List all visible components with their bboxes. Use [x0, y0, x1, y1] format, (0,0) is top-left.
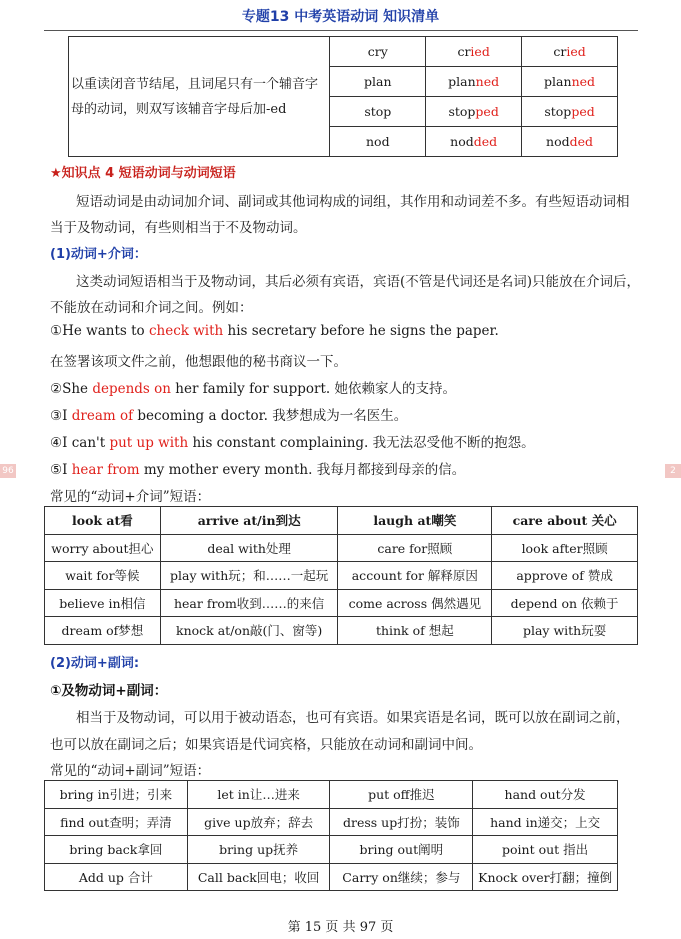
table-cell: give up放弃；辞去	[187, 808, 330, 836]
section-heading-verb-prep: (1)动词+介词：	[50, 247, 147, 262]
table-cell: knock at/on敲(门、窗等)	[160, 617, 338, 645]
table-caption: 常见的“动词+副词”短语：	[50, 763, 211, 779]
section-paragraph-line: 这类动词短语相当于及物动词，其后必须有宾语，宾语(不管是代词还是名词)只能放在介词后，	[76, 274, 641, 290]
table-cell: believe in相信	[45, 589, 161, 617]
subsection-heading: ①及物动词+副词：	[50, 683, 168, 699]
table-cell: look after照顾	[492, 534, 638, 562]
table-cell: play with玩；和……一起玩	[160, 562, 338, 590]
table-cell: play with玩耍	[492, 617, 638, 645]
table-cell: dress up打扮；装饰	[330, 808, 473, 836]
side-tag-left: 96	[0, 464, 16, 478]
table-cell: think of 想起	[338, 617, 492, 645]
table-cell: bring up抚养	[187, 836, 330, 864]
past-form: cried	[426, 37, 522, 67]
table-row	[45, 589, 638, 617]
table-row	[45, 781, 618, 809]
table-row	[45, 836, 618, 864]
doubling-rule-table	[68, 36, 618, 157]
table-cell: point out 指出	[473, 836, 618, 864]
section-paragraph-line: 相当于及物动词，可以用于被动语态，也可有宾语。如果宾语是名词，既可以放在副词之前，	[76, 710, 630, 726]
table-cell: dream of梦想	[45, 617, 161, 645]
table-row	[45, 863, 618, 891]
intro-paragraph-line: 短语动词是由动词加介词、副词或其他词构成的词组，其作用和动词差不多。有些短语动词相	[76, 194, 630, 210]
section-heading-verb-adverb: (2)动词+副词:	[50, 656, 140, 671]
past-form: planned	[426, 67, 522, 97]
base-form: plan	[330, 67, 426, 97]
past-participle-form: planned	[522, 67, 618, 97]
intro-paragraph-line: 当于及物动词，有些则相当于不及物动词。	[50, 220, 307, 236]
table-row	[69, 37, 618, 67]
table-cell: Call back回电；收回	[187, 863, 330, 891]
section-paragraph-line: 也可以放在副词之后；如果宾语是代词宾格，只能放在动词和副词中间。	[50, 737, 482, 753]
example-sentence: ⑤I hear from my mother every month. 我每月都接到母亲的信。	[50, 462, 466, 478]
table-cell: Knock over打翻；撞倒	[473, 863, 618, 891]
table-row	[45, 617, 638, 645]
table-cell: hear from收到……的来信	[160, 589, 338, 617]
past-form: nodded	[426, 127, 522, 157]
table-header-cell: care about 关心	[492, 507, 638, 535]
page-header-title: 专题13 中考英语动词 知识清单	[241, 9, 440, 25]
table-caption: 常见的“动词+介词”短语：	[50, 489, 211, 505]
example-translation: 在签署该项文件之前，他想跟他的秘书商议一下。	[50, 354, 347, 370]
table-cell: let in让…进来	[187, 781, 330, 809]
past-participle-form: stopped	[522, 97, 618, 127]
table-cell: bring back拿回	[45, 836, 188, 864]
table-row	[45, 534, 638, 562]
table-cell: hand in递交；上交	[473, 808, 618, 836]
knowledge-point-title: ★知识点 4 短语动词与动词短语	[50, 166, 236, 181]
table-header-cell: look at看	[45, 507, 161, 535]
example-sentence: ④I can't put up with his constant complaining. 我无法忍受他不断的抱怨。	[50, 435, 535, 451]
example-sentence: ③I dream of becoming a doctor. 我梦想成为一名医生。	[50, 408, 408, 424]
header-rule	[44, 30, 638, 31]
example-sentence: ①He wants to check with his secretary before he signs the paper.	[50, 323, 499, 339]
table-cell: approve of 赞成	[492, 562, 638, 590]
side-tag-right: 2	[665, 464, 681, 478]
base-form: nod	[330, 127, 426, 157]
past-participle-form: nodded	[522, 127, 618, 157]
table-row	[45, 562, 638, 590]
base-form: cry	[330, 37, 426, 67]
page-number-footer: 第 15 页 共 97 页	[287, 920, 394, 935]
verb-adverb-phrases-table	[44, 780, 618, 891]
table-row	[45, 808, 618, 836]
table-header-row	[45, 507, 638, 535]
base-form: stop	[330, 97, 426, 127]
example-sentence: ②She depends on her family for support. 她依赖家人的支持。	[50, 381, 456, 397]
table-cell: hand out分发	[473, 781, 618, 809]
table-cell: bring out阐明	[330, 836, 473, 864]
table-cell: put off推迟	[330, 781, 473, 809]
table-cell: depend on 依赖于	[492, 589, 638, 617]
table-cell: Carry on继续；参与	[330, 863, 473, 891]
table-cell: deal with处理	[160, 534, 338, 562]
table-cell: Add up 合计	[45, 863, 188, 891]
table-header-cell: laugh at嘲笑	[338, 507, 492, 535]
table-cell: find out查明；弄清	[45, 808, 188, 836]
table-cell: come across 偶然遇见	[338, 589, 492, 617]
past-form: stopped	[426, 97, 522, 127]
table-cell: care for照顾	[338, 534, 492, 562]
table-cell: wait for等候	[45, 562, 161, 590]
verb-prep-phrases-table	[44, 506, 638, 645]
past-participle-form: cried	[522, 37, 618, 67]
table-cell: worry about担心	[45, 534, 161, 562]
table-cell: account for 解释原因	[338, 562, 492, 590]
table-cell: bring in引进；引来	[45, 781, 188, 809]
section-paragraph-line: 不能放在动词和介词之间。例如：	[50, 300, 253, 316]
rule-description: 以重读闭音节结尾，且词尾只有一个辅音字母的动词，则双写该辅音字母后加-ed	[69, 37, 330, 157]
table-header-cell: arrive at/in到达	[160, 507, 338, 535]
